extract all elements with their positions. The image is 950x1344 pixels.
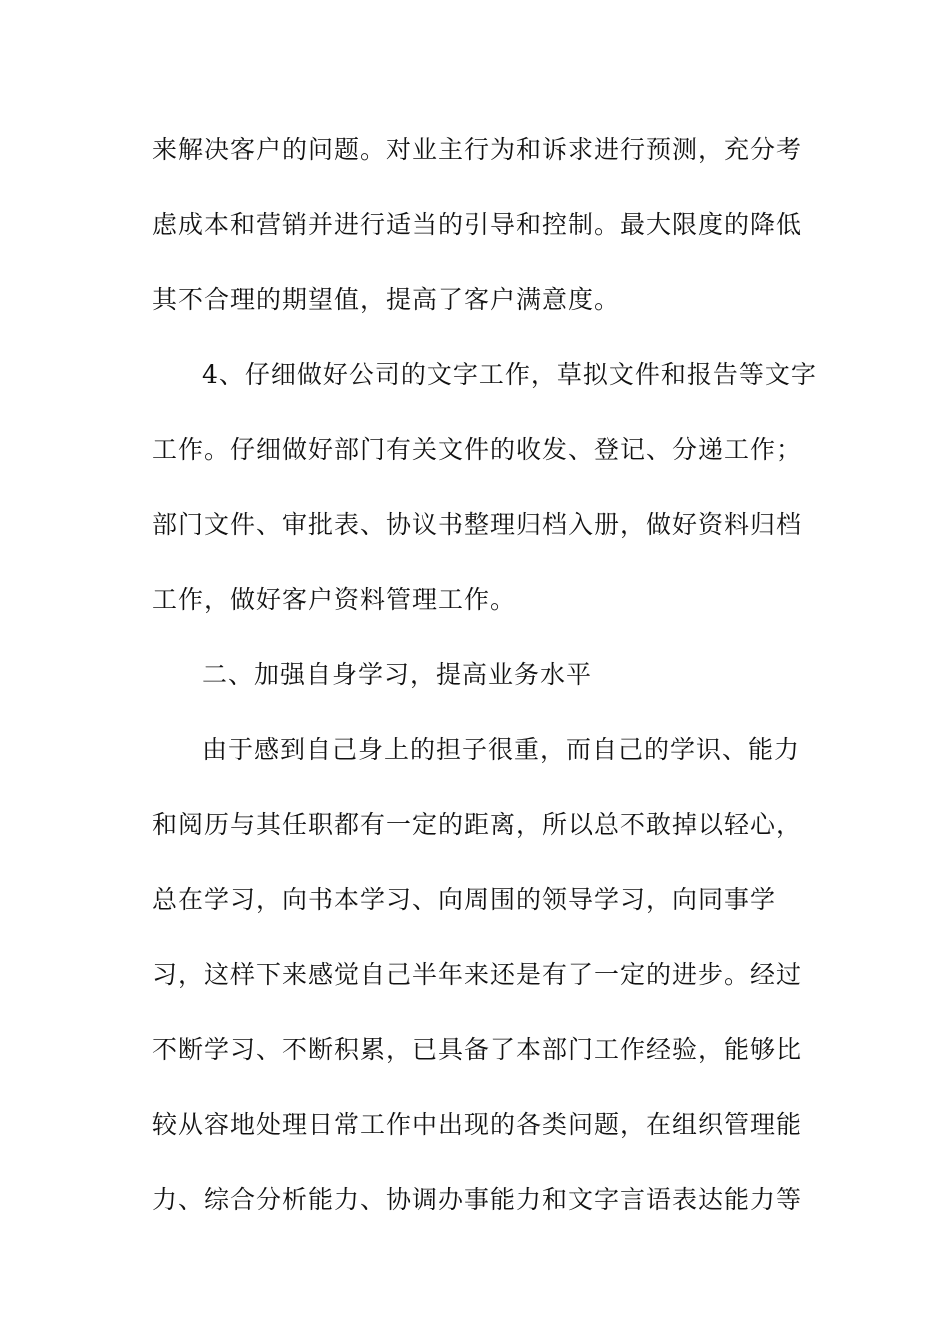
body-text-line: 习，这样下来感觉自己半年来还是有了一定的进步。经过 <box>152 960 803 989</box>
body-text-line: 较从容地处理日常工作中出现的各类问题，在组织管理能 <box>152 1110 803 1139</box>
body-text-line: 和阅历与其任职都有一定的距离，所以总不敢掉以轻心， <box>152 810 803 839</box>
body-text-line: 不断学习、不断积累，已具备了本部门工作经验，能够比 <box>152 1035 803 1064</box>
body-text-line: 其不合理的期望值，提高了客户满意度。 <box>152 285 621 314</box>
body-text-line: 总在学习，向书本学习、向周围的领导学习，向同事学 <box>152 885 777 914</box>
body-text-line: 来解决客户的问题。对业主行为和诉求进行预测，充分考 <box>152 135 803 164</box>
body-text-line: 工作。仔细做好部门有关文件的收发、登记、分递工作； <box>152 435 803 464</box>
body-text-line: 力、综合分析能力、协调办事能力和文字言语表达能力等 <box>152 1185 803 1214</box>
body-text-line: 部门文件、审批表、协议书整理归档入册，做好资料归档 <box>152 510 803 539</box>
paragraph-start-line: 4、仔细做好公司的文字工作，草拟文件和报告等文字 <box>202 360 817 389</box>
section-heading: 二、加强自身学习，提高业务水平 <box>202 660 593 689</box>
body-text-line: 虑成本和营销并进行适当的引导和控制。最大限度的降低 <box>152 210 803 239</box>
paragraph-start-line: 由于感到自己身上的担子很重，而自己的学识、能力 <box>202 735 801 764</box>
body-text-line: 工作，做好客户资料管理工作。 <box>152 585 517 614</box>
